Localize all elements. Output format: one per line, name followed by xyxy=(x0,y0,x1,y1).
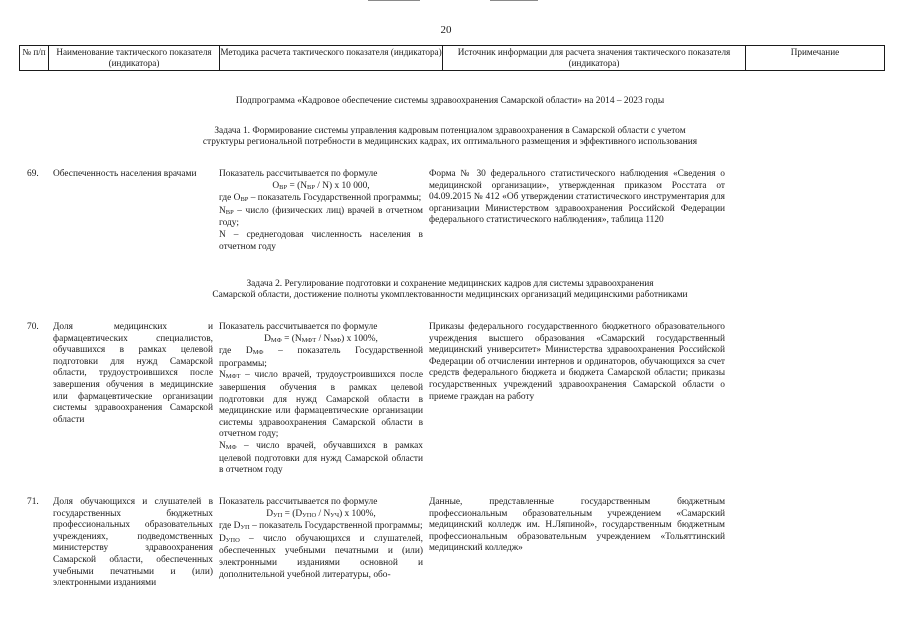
information-source: Приказы федерального государственного бюджетного образовательного учреждения высшего образования «Самарский государственный медицинский университет» Министерства здравоохранения Российской Федерации об отчислении интернов и ординаторов, обучающихся за счет средств федерального бюджета и бюджета Самарской области; приказы государственных учреждений здравоохранения Самарской области о приеме граждан на работу xyxy=(429,322,725,402)
definition: $N_{ВР}$ – число (физических лиц) врачей в отчетном году; xyxy=(219,205,423,229)
task-2-heading-line-1: Задача 2. Регулирование подготовки и сохранение медицинских кадров для системы здравоохранения xyxy=(246,279,654,289)
formula: $D_{МФ} = (N_{МФТ} / N_{МФ})$ х 100%, xyxy=(264,333,378,344)
definition: $N_{МФ}$ – число врачей, обучавшихся в рамках целевой подготовки для нужд Самарской области в отчетном году xyxy=(219,440,423,476)
task-1-heading-line-2: структуры региональной потребности в медицинских кадрах, их оптимального размещения и эффективного использования xyxy=(202,137,698,147)
header-col-method: Методика расчета тактического показателя (индикатора) xyxy=(220,47,442,57)
calculation-method xyxy=(219,497,423,581)
formula: $О_{ВР} = (N_{ВР} / N)$ х 10 000, xyxy=(272,180,370,191)
indicator-name: Доля медицинских и фармацевтических специалистов, обучавшихся в рамках целевой подготовки для нужд Самарской области, трудоустроившихся после завершения обучения в медицинские или фармацевтические организации системы здравоохранения Самарской области xyxy=(53,322,213,425)
task-2-heading-line-2: Самарской области, достижение полноты укомплектованности медицинских организаций медицинскими работниками xyxy=(212,290,688,300)
task-1-heading-line-1: Задача 1. Формирование системы управления кадровым потенциалом здравоохранения в Самарской области с учетом xyxy=(214,126,686,136)
row-number: 69. xyxy=(27,169,39,179)
header-col-note: Примечание xyxy=(790,47,840,57)
method-intro: Показатель рассчитывается по формуле xyxy=(219,169,378,179)
definition: $D_{УПО}$ – число обучающихся и слушателей, обеспеченных учебными печатными и (или) электронными изданиями основной и дополнительной учебной литературы, обо- xyxy=(219,533,423,580)
definition: N – среднегодовая численность населения в отчетном году xyxy=(219,229,423,252)
row-number: 71. xyxy=(27,497,39,507)
formula: $D_{УП} = (D_{УПО} / N_{УЧ})$ х 100%, xyxy=(266,508,376,519)
table-header xyxy=(19,45,885,71)
indicator-name: Доля обучающихся и слушателей в государственных бюджетных профессиональных образовательных учреждениях, подведомственных министерству здравоохранения Самарской области, обеспеченных учебными печатными и (или) электронными изданиями xyxy=(53,497,213,589)
method-intro: Показатель рассчитывается по формуле xyxy=(219,497,378,507)
scan-edge-mark xyxy=(368,0,420,1)
header-col-name: Наименование тактического показателя (индикатора) xyxy=(56,47,212,68)
row-number: 70. xyxy=(27,322,39,332)
scan-edge-mark xyxy=(490,0,538,1)
calculation-method xyxy=(219,169,423,253)
information-source: Форма № 30 федерального статистического наблюдения «Сведения о медицинской организации», утвержденная приказом Росстата от 04.09.2015 № 412 «Об утверждении статистического инструментария для организации Министерством здравоохранения Российской Федерации федерального статистического наблюдения», таблица 1120 xyxy=(429,169,725,226)
subprogram-title: Подпрограмма «Кадровое обеспечение системы здравоохранения Самарской области» на 2014 – 2023 годы xyxy=(235,96,665,106)
formula-where: где $D_{УП}$ – показатель Государственной программы; xyxy=(219,521,423,532)
header-col-source: Источник информации для расчета значения тактического показателя (индикатора) xyxy=(457,47,731,68)
header-col-number: № п/п xyxy=(22,47,46,57)
formula-where: где $О_{ВР}$ – показатель Государственной программы; xyxy=(219,193,422,204)
information-source: Данные, представленные государственным бюджетным профессиональным образовательным учреждением «Самарский медицинский колледж им. Н.Ляпиной», государственным бюджетным профессиональным образовательным учреждением «Тольяттинский медицинский колледж» xyxy=(429,497,725,554)
method-intro: Показатель рассчитывается по формуле xyxy=(219,322,378,332)
formula-where: где $D_{МФ}$ – показатель Государственной программы; xyxy=(219,346,423,369)
definition: $N_{МФТ}$ – число врачей, трудоустроившихся после завершения обучения в рамках целевой подготовки для нужд Самарской области в медицинские или фармацевтические организации системы здравоохранения Самарской области в отчетном году; xyxy=(219,370,423,440)
indicator-name: Обеспеченность населения врачами xyxy=(53,169,197,179)
page-number: 20 xyxy=(440,24,452,36)
calculation-method xyxy=(219,322,423,477)
